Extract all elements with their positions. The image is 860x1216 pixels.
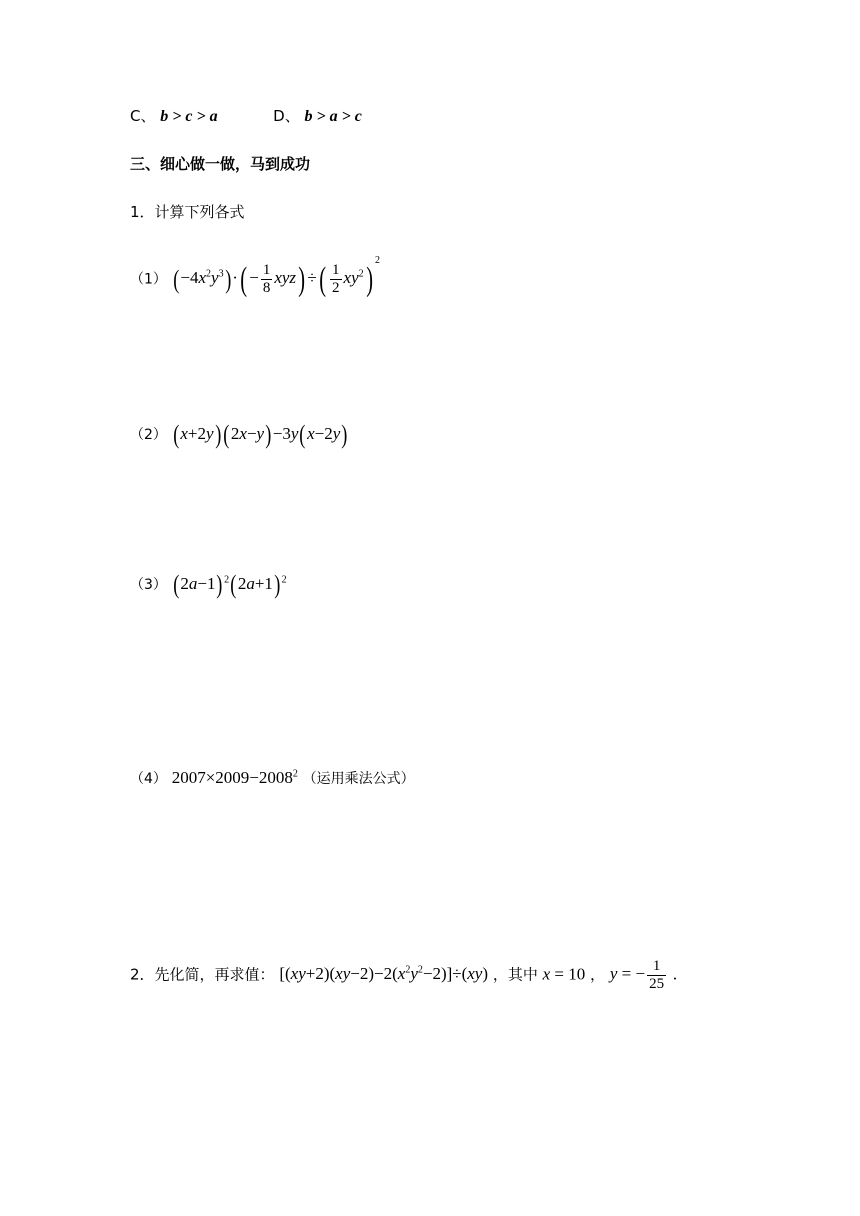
option-d-expression: b > a > c <box>304 108 362 125</box>
item-label: （2） <box>130 427 167 443</box>
y-value: y = − $\frac{1}{25}$ <box>609 958 665 992</box>
math-expression: $(2a-1)^2(2a+1)^2$ <box>173 570 287 600</box>
section-heading: 三、细心做一做，马到成功 <box>130 155 311 173</box>
item-label: （1） <box>130 271 167 288</box>
question-2-expression: $[(xy+2)(xy-2)-2(x^2y^2-2)]\div(xy)$ <box>279 964 489 984</box>
question-2 <box>130 958 677 993</box>
question-2-sep: ， <box>590 965 606 984</box>
question-2-prefix: 2．先化简，再求值： <box>130 965 275 984</box>
item-label: （4） <box>130 771 167 787</box>
question-1-item-3 <box>130 570 287 600</box>
math-expression: (x+2y) (2x−y)−3y(x−2y) <box>173 420 348 450</box>
options-line <box>130 104 362 129</box>
x-value: x = 10 <box>542 964 586 984</box>
option-d-label: D、 <box>273 107 300 125</box>
math-expression: $2007\times 2009-2008^2$ <box>171 768 298 787</box>
item-note: （运用乘法公式） <box>302 771 415 787</box>
question-1-item-1 <box>130 254 380 298</box>
question-1-item-4 <box>130 766 415 791</box>
option-c-label: C、 <box>130 107 156 125</box>
option-c-expression: b > c > a <box>160 108 218 125</box>
question-2-where: ，其中 <box>492 965 538 984</box>
question-1-heading: 1．计算下列各式 <box>130 203 245 221</box>
item-label: （3） <box>130 577 167 593</box>
math-expression: $(-4x^2y^3)\cdot$( − $\frac{1}{8}$ xyz) ÷( $\frac{1}{2}$ $xy^2)^2$ <box>173 254 380 298</box>
question-2-end: . <box>672 964 678 984</box>
question-1-item-2 <box>130 420 349 450</box>
